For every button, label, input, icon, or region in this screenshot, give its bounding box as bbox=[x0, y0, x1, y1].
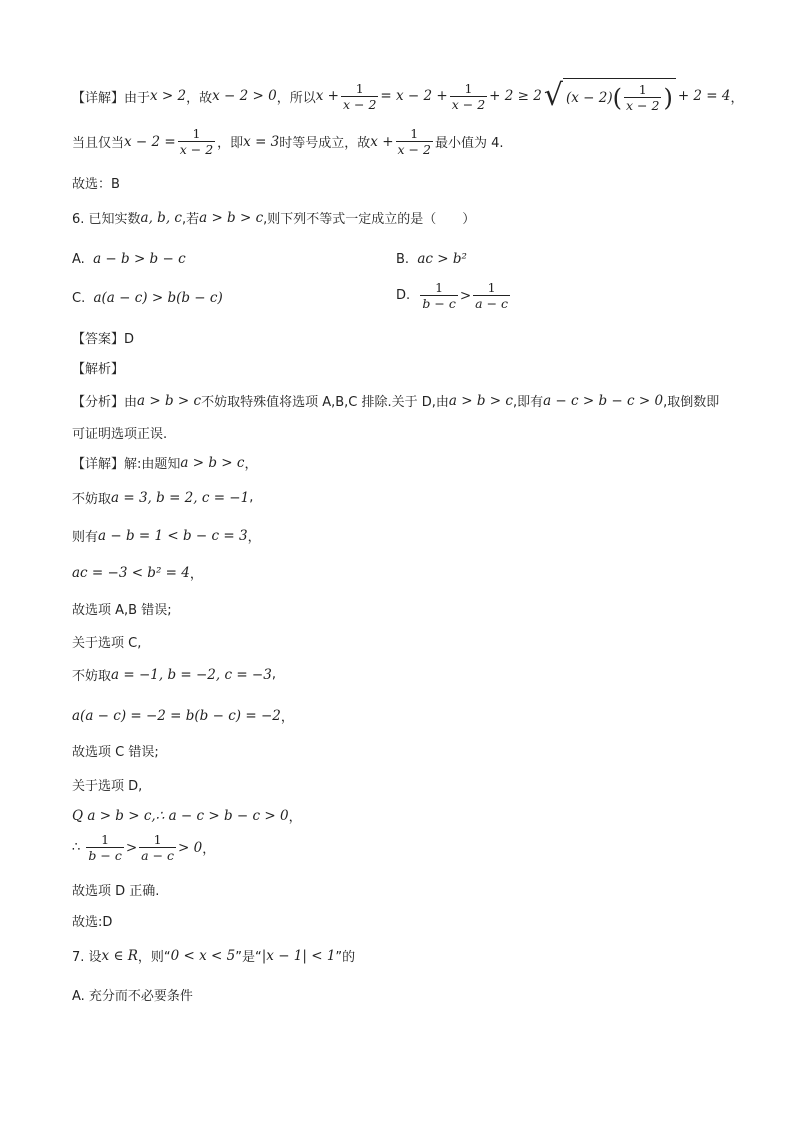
text: ， bbox=[730, 90, 744, 106]
fraction: $\frac{1}{x - 2}$ bbox=[342, 80, 377, 112]
text: 时等号成立，故 bbox=[279, 136, 371, 151]
text: 最小值为 4. bbox=[434, 136, 504, 151]
detail-step-11: ∴ $\frac{1}{b - c}$ > $\frac{1}{a - c}$ > 0 ， bbox=[72, 832, 216, 863]
fraction: $\frac{1}{x - 2}$ bbox=[179, 126, 214, 157]
detail-step-1: 不妨取 a = 3, b = 2, c = −1 , bbox=[72, 489, 254, 507]
fraction: $\frac{1}{x - 2}$ bbox=[626, 82, 660, 113]
analysis-line-1: 【分析】由 a > b > c 不妨取特殊值将选项 A,B,C 排除.关于 D,由 a > b > c ,即有 a − c > b − c > 0 ,取倒数即 bbox=[72, 392, 720, 410]
text: 当且仅当 bbox=[72, 136, 125, 151]
detail-line-2 bbox=[72, 126, 504, 157]
fraction: $\frac{1}{a - c}$ bbox=[475, 280, 509, 311]
question-7: 7. 设 x ∈ R ，则“ 0 < x < 5 ”是“ |x − 1| < 1 ”的 bbox=[72, 947, 356, 965]
detail-step-13: 故选:D bbox=[72, 915, 113, 930]
detail-step-4: 故选项 A,B 错误; bbox=[72, 603, 172, 618]
text: ，即 bbox=[217, 136, 244, 151]
text: ，故 bbox=[186, 90, 213, 106]
fraction: $\frac{1}{x - 2}$ bbox=[451, 80, 486, 112]
option-a: A. a − b > b − c bbox=[72, 251, 186, 267]
analysis-heading: 【解析】 bbox=[72, 362, 125, 377]
detail-step-10: Q a > b > c,∴ a − c > b − c > 0 ， bbox=[72, 807, 302, 825]
math: + 2 ≥ 2 bbox=[489, 88, 542, 104]
text: 由于 bbox=[124, 90, 151, 106]
detail-step-9: 关于选项 D, bbox=[72, 779, 143, 794]
math: x = 3 bbox=[243, 133, 280, 150]
analysis-line-2: 可证明选项正误. bbox=[72, 427, 168, 442]
detail-step-5: 关于选项 C, bbox=[72, 636, 142, 651]
fraction: $\frac{1}{a - c}$ bbox=[141, 832, 175, 863]
math: = x − 2 + bbox=[380, 88, 448, 104]
option-d: D. $\frac{1}{b - c}$ > $\frac{1}{a - c}$ bbox=[396, 280, 509, 311]
question-6: 6. 已知实数 a, b, c ,若 a > b > c ,则下列不等式一定成立的是（ ） bbox=[72, 209, 476, 227]
fraction: $\frac{1}{b - c}$ bbox=[88, 832, 122, 863]
detail-heading-line: 【详解】解:由题知 a > b > c ， bbox=[72, 454, 258, 472]
detail-step-2: 则有 a − b = 1 < b − c = 3 ， bbox=[72, 527, 261, 545]
detail-step-3: ac = −3 < b² = 4 ， bbox=[72, 564, 203, 582]
text: ，所以 bbox=[276, 90, 316, 106]
option-c: C. a(a − c) > b(b − c) bbox=[72, 290, 223, 306]
math: x > 2 bbox=[150, 88, 187, 104]
detail-step-7: a(a − c) = −2 = b(b − c) = −2 ， bbox=[72, 707, 294, 725]
math: x + bbox=[315, 88, 339, 104]
math: x − 2 = bbox=[124, 133, 176, 150]
square-root: √ (x − 2) ( $\frac{1}{x - 2}$ ) bbox=[544, 78, 676, 114]
choose-line: 故选：B bbox=[72, 177, 120, 192]
detail-step-8: 故选项 C 错误; bbox=[72, 745, 159, 760]
math: x + bbox=[370, 133, 394, 150]
detail-line-1 bbox=[72, 78, 744, 114]
math: + 2 = 4 bbox=[677, 88, 731, 104]
question-7-option-a: A. 充分而不必要条件 bbox=[72, 989, 193, 1004]
math: x − 2 > 0 bbox=[212, 88, 277, 104]
bracket-label: 【详解】 bbox=[72, 90, 125, 106]
fraction: $\frac{1}{x - 2}$ bbox=[397, 126, 431, 157]
fraction: $\frac{1}{b - c}$ bbox=[422, 280, 456, 311]
answer-line: 【答案】D bbox=[72, 332, 135, 347]
detail-step-12: 故选项 D 正确. bbox=[72, 884, 160, 899]
detail-step-6: 不妨取 a = −1, b = −2, c = −3 , bbox=[72, 666, 276, 684]
option-b: B. ac > b² bbox=[396, 251, 467, 267]
